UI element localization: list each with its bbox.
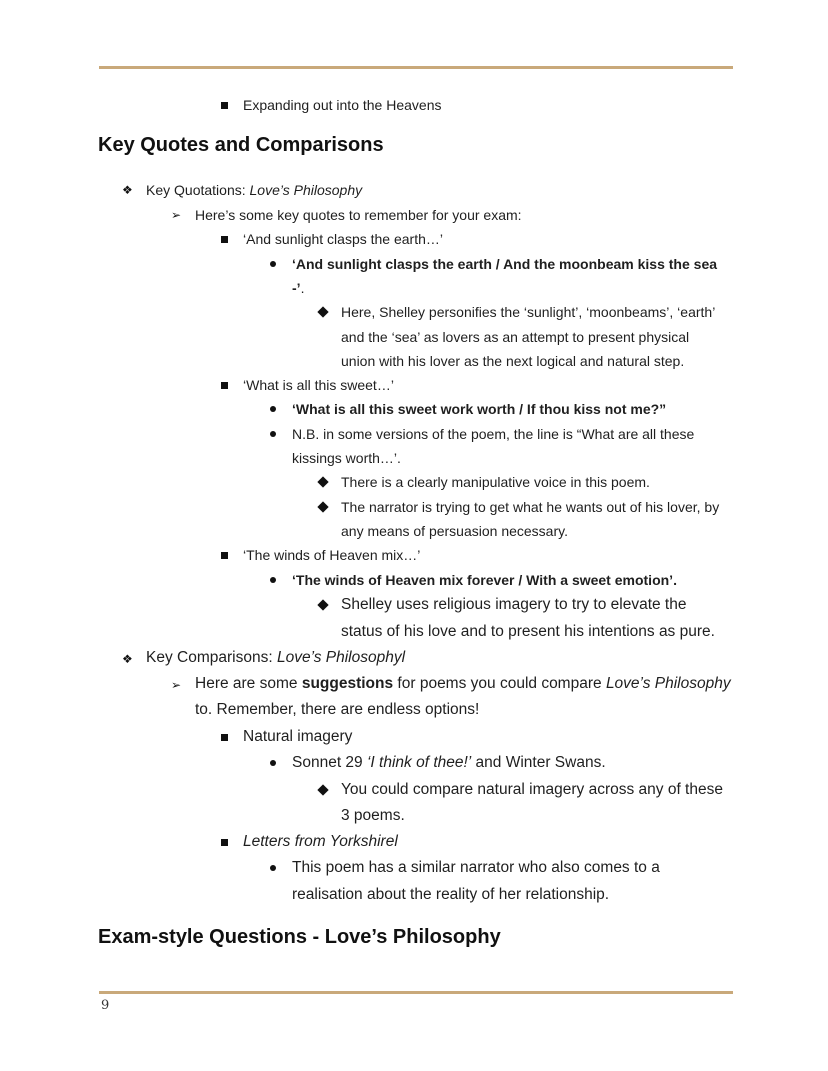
- diamond-cross-bullet-icon: ❖: [122, 652, 133, 666]
- square-bullet-icon: [221, 382, 228, 389]
- dot-bullet-icon: [270, 406, 276, 412]
- list-item: Here are some suggestions for poems you could compare Love’s Philosophy: [195, 675, 731, 692]
- diamond-bullet-icon: [317, 476, 328, 487]
- list-item: ‘What is all this sweet…’: [243, 377, 394, 393]
- dot-bullet-icon: [270, 261, 276, 267]
- list-item-continued: status of his love and to present his intentions as pure.: [341, 623, 715, 640]
- list-item: Letters from Yorkshirel: [243, 833, 398, 850]
- quote-line: ‘What is all this sweet work worth / If thou kiss not me?”: [292, 401, 667, 417]
- dot-bullet-icon: [270, 760, 276, 766]
- list-item-continued: union with his lover as the next logical and natural step.: [341, 353, 685, 369]
- list-item: Here’s some key quotes to remember for your exam:: [195, 207, 522, 223]
- arrow-bullet-icon: ➢: [171, 678, 182, 692]
- list-item: Natural imagery: [243, 728, 353, 745]
- list-item: Expanding out into the Heavens: [243, 97, 442, 113]
- list-item: There is a clearly manipulative voice in this poem.: [341, 474, 650, 490]
- header-rule: [99, 66, 733, 69]
- list-item-continued: kissings worth…’.: [292, 450, 401, 466]
- arrow-bullet-icon: ➢: [171, 208, 182, 222]
- quote-line: ‘And sunlight clasps the earth / And the moonbeam kiss the sea: [292, 256, 718, 272]
- list-item: Here, Shelley personifies the ‘sunlight’, ‘moonbeams’, ‘earth’: [341, 304, 716, 320]
- quote-line-continued: -’.: [292, 280, 305, 296]
- square-bullet-icon: [221, 552, 228, 559]
- list-item: Shelley uses religious imagery to try to elevate the: [341, 596, 687, 613]
- diamond-bullet-icon: [317, 306, 328, 317]
- dot-bullet-icon: [270, 431, 276, 437]
- list-item-continued: realisation about the reality of her relationship.: [292, 886, 610, 903]
- dot-bullet-icon: [270, 577, 276, 583]
- list-item: ‘The winds of Heaven mix…’: [243, 547, 421, 563]
- list-item-continued: any means of persuasion necessary.: [341, 523, 568, 539]
- footer-rule: [99, 991, 733, 994]
- list-item: Key Comparisons: Love’s Philosophyl: [146, 649, 406, 666]
- list-item-continued: to. Remember, there are endless options!: [195, 701, 480, 718]
- page-number: 9: [101, 998, 110, 1013]
- list-item: Sonnet 29 ‘I think of thee!’ and Winter Swans.: [292, 754, 606, 771]
- square-bullet-icon: [221, 102, 228, 109]
- list-item: The narrator is trying to get what he wants out of his lover, by: [341, 499, 720, 515]
- quote-line: ‘The winds of Heaven mix forever / With a sweet emotion’.: [292, 572, 677, 588]
- list-item: ‘And sunlight clasps the earth…’: [243, 231, 443, 247]
- list-item: You could compare natural imagery across any of these: [341, 781, 723, 798]
- diamond-cross-bullet-icon: ❖: [122, 183, 133, 197]
- diamond-bullet-icon: [317, 784, 328, 795]
- diamond-bullet-icon: [317, 501, 328, 512]
- diamond-bullet-icon: [317, 599, 328, 610]
- square-bullet-icon: [221, 734, 228, 741]
- list-item-continued: and the ‘sea’ as lovers as an attempt to present physical: [341, 329, 690, 345]
- list-item-continued: 3 poems.: [341, 807, 405, 824]
- list-item: This poem has a similar narrator who also comes to a: [292, 859, 660, 876]
- square-bullet-icon: [221, 236, 228, 243]
- section-heading: Exam-style Questions - Love’s Philosophy: [98, 926, 501, 948]
- section-heading: Key Quotes and Comparisons: [98, 134, 384, 156]
- list-item: Key Quotations: Love’s Philosophy: [146, 182, 363, 198]
- square-bullet-icon: [221, 839, 228, 846]
- dot-bullet-icon: [270, 865, 276, 871]
- list-item: N.B. in some versions of the poem, the line is “What are all these: [292, 426, 695, 442]
